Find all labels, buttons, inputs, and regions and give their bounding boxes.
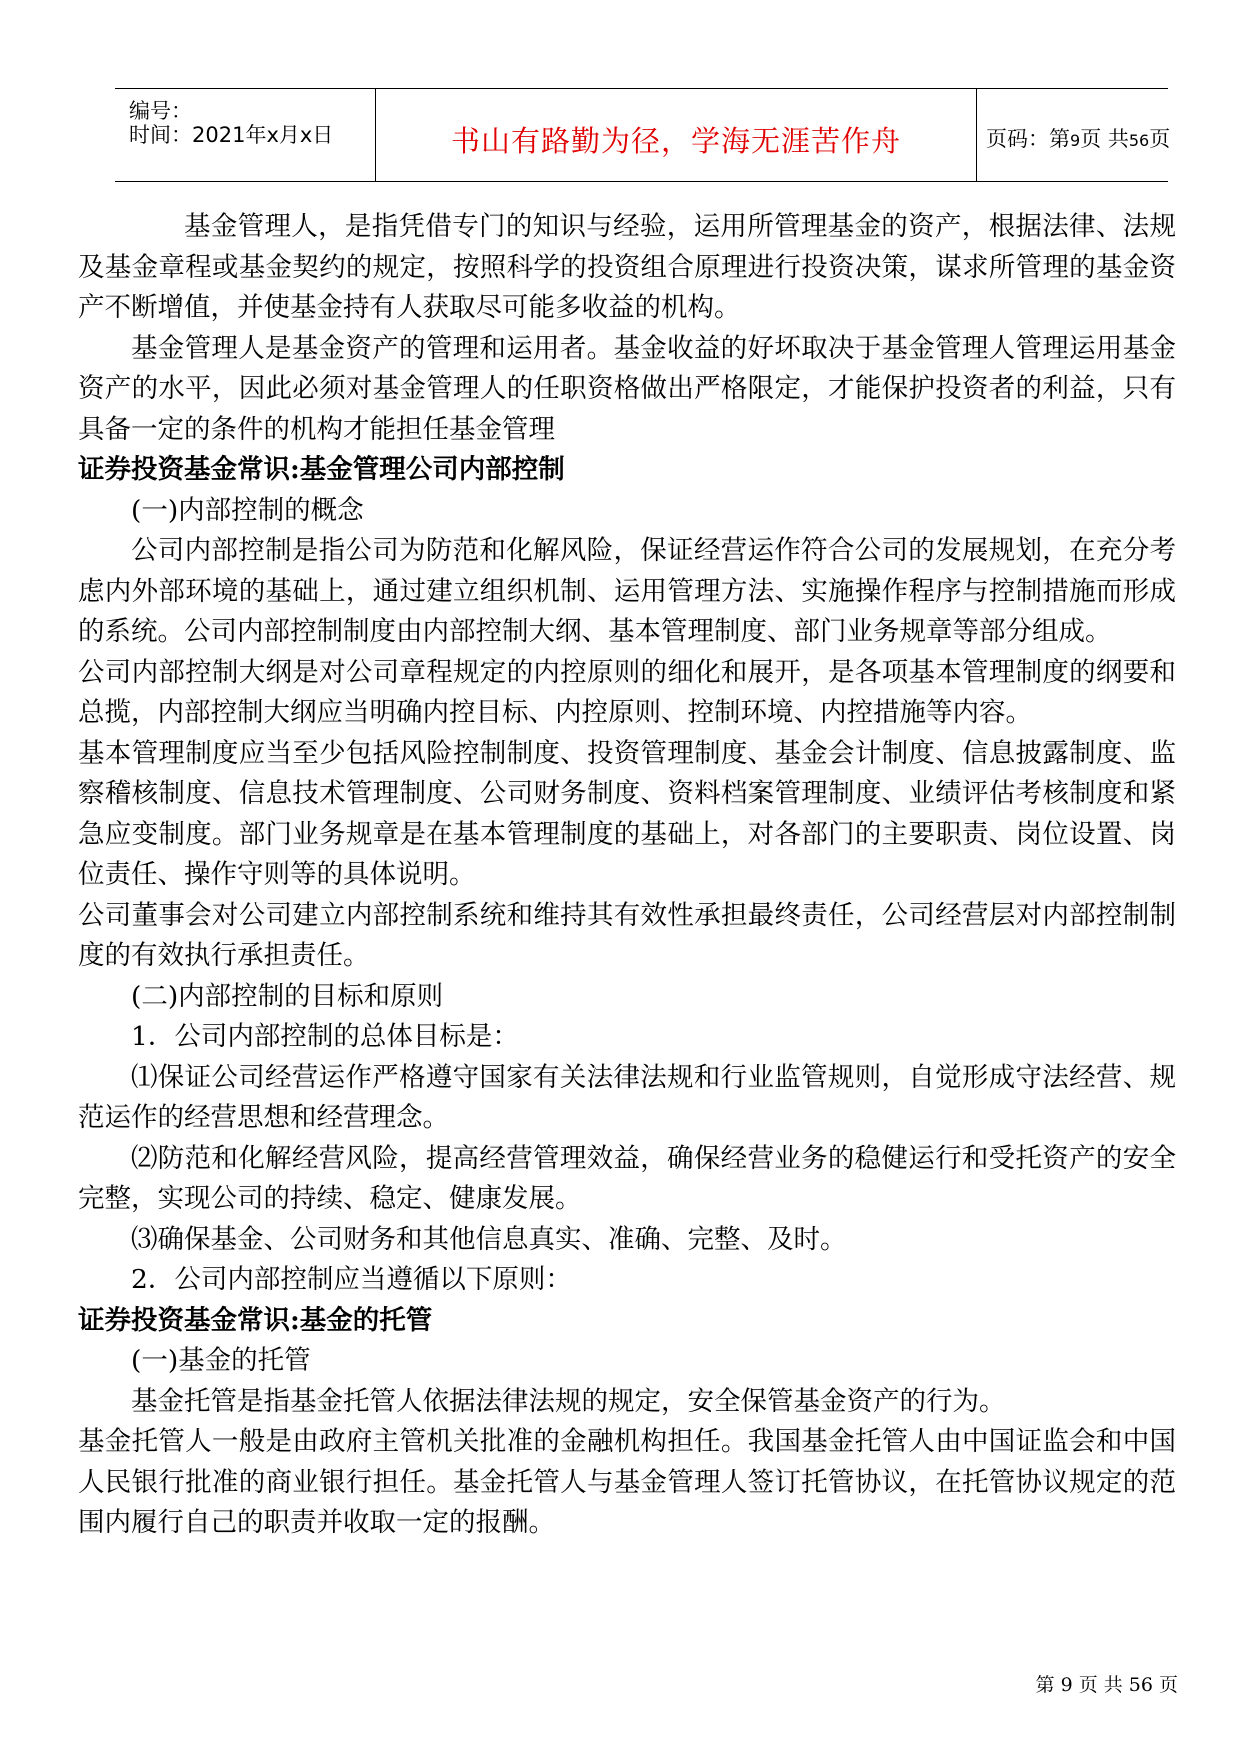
header-motto: 书山有路勤为径，学海无涯苦作舟 <box>450 124 901 158</box>
page-code-middle: 页 共 <box>1080 127 1129 151</box>
list-item-objective-1: ⑴保证公司经营运作严格遵守国家有关法律法规和行业监管规则，自觉形成守法经营、规范运作的经营思想和经营理念。 <box>78 1061 1176 1133</box>
list-heading-principles: 2．公司内部控制应当遵循以下原则： <box>131 1264 572 1295</box>
subheading-control-objectives: (二)内部控制的目标和原则 <box>131 980 444 1012</box>
paragraph-custody-definition: 基金托管是指基金托管人依据法律法规的规定，安全保管基金资产的行为。 <box>131 1385 1006 1417</box>
paragraph-control-outline: 公司内部控制大纲是对公司章程规定的内控原则的细化和展开，是各项基本管理制度的纲要和总揽，内部控制大纲应当明确内控目标、内控原则、控制环境、内控措施等内容。 <box>78 656 1176 728</box>
paragraph-fund-manager-role: 基金管理人是基金资产的管理和运用者。基金收益的好坏取决于基金管理人管理运用基金资产的水平，因此必须对基金管理人的任职资格做出严格限定，才能保护投资者的利益，只有具备一定的条件的机构才能担任基金管理 <box>78 332 1176 445</box>
paragraph-internal-control-definition: 公司内部控制是指公司为防范和化解风险，保证经营运作符合公司的发展规划，在充分考虑内外部环境的基础上，通过建立组织机制、运用管理方法、实施操作程序与控制措施而形成的系统。公司内部控制制度由内部控制大纲、基本管理制度、部门业务规章等部分组成。 <box>78 535 1176 647</box>
document-number-label: 编号： <box>129 99 192 123</box>
section-heading-internal-control: 证券投资基金常识:基金管理公司内部控制 <box>78 454 565 485</box>
page-code-suffix: 页 <box>1149 127 1171 151</box>
page-header <box>115 88 1171 182</box>
section-heading-custody: 证券投资基金常识:基金的托管 <box>78 1304 433 1336</box>
document-body <box>78 207 1176 1544</box>
document-time-label: 时间：2021年x月x日 <box>129 123 334 147</box>
subheading-internal-control-concept: (一)内部控制的概念 <box>131 494 364 526</box>
header-page-code <box>986 123 1170 153</box>
header-left-cell <box>115 89 375 181</box>
page-footer: 第 9 页 共 56 页 <box>1035 1674 1178 1696</box>
paragraph-fund-manager-definition: 基金管理人，是指凭借专门的知识与经验，运用所管理基金的资产，根据法律、法规及基金章程或基金契约的规定，按照科学的投资组合原理进行投资决策，谋求所管理的基金资产不断增值，并使基金持有人获取尽可能多收益的机构。 <box>78 211 1176 323</box>
paragraph-basic-management-system: 基本管理制度应当至少包括风险控制制度、投资管理制度、基金会计制度、信息披露制度、监察稽核制度、信息技术管理制度、公司财务制度、资料档案管理制度、业绩评估考核制度和紧急应变制度。部门业务规章是在基本管理制度的基础上，对各部门的主要职责、岗位设置、岗位责任、操作守则等的具体说明。 <box>78 737 1176 890</box>
page-code-total: 56 <box>1128 131 1150 150</box>
list-item-objective-2: ⑵防范和化解经营风险，提高经营管理效益，确保经营业务的稳健运行和受托资产的安全完整，实现公司的持续、稳定、健康发展。 <box>78 1142 1176 1214</box>
header-middle-cell <box>375 89 977 181</box>
list-heading-overall-objectives: 1．公司内部控制的总体目标是： <box>131 1021 519 1052</box>
paragraph-board-responsibility: 公司董事会对公司建立内部控制系统和维持其有效性承担最终责任，公司经营层对内部控制制度的有效执行承担责任。 <box>78 899 1176 971</box>
paragraph-custodian: 基金托管人一般是由政府主管机关批准的金融机构担任。我国基金托管人由中国证监会和中国人民银行批准的商业银行担任。基金托管人与基金管理人签订托管协议，在托管协议规定的范围内履行自己的职责并收取一定的报酬。 <box>78 1426 1176 1538</box>
header-right-cell <box>976 89 1171 181</box>
page-code-current: 9 <box>1070 131 1081 150</box>
list-item-objective-3: ⑶确保基金、公司财务和其他信息真实、准确、完整、及时。 <box>131 1223 847 1255</box>
subheading-custody: (一)基金的托管 <box>131 1345 311 1376</box>
page-code-prefix: 页码：第 <box>986 127 1070 151</box>
